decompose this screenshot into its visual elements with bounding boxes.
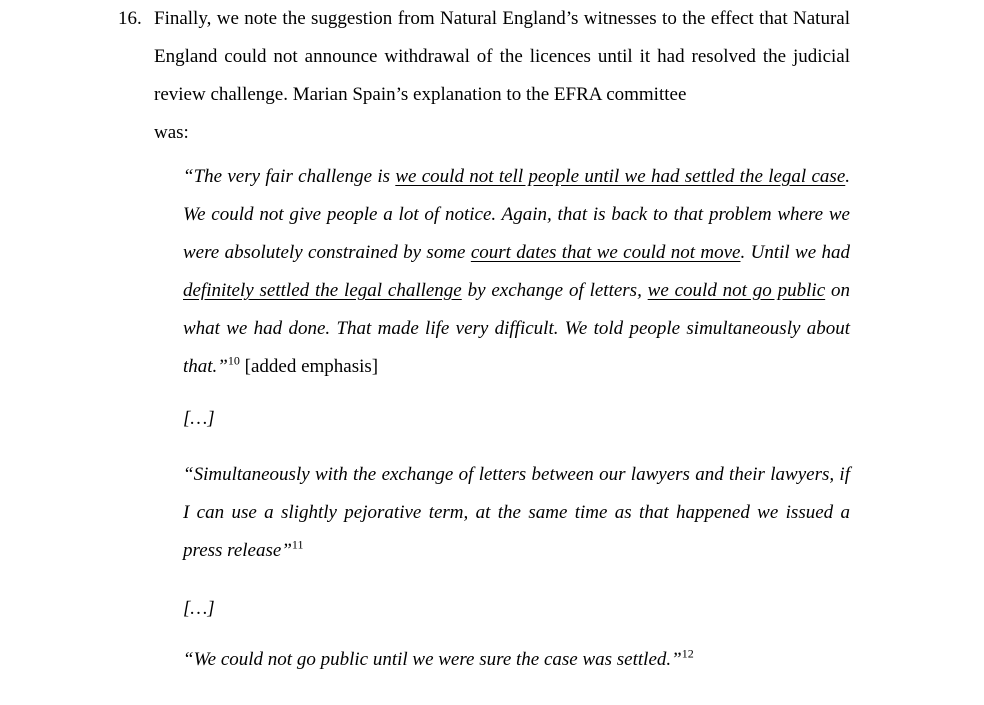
- footnote-marker-12[interactable]: 12: [681, 646, 694, 661]
- quote-1-segment-8-underlined: we could not go public: [647, 280, 826, 301]
- paragraph-line-3: the judicial review challenge. Marian Spain’s explanation to the EFRA committee: [154, 46, 850, 105]
- quote-1-segment-9: on what we had done. That made life very difficult. We told people simultaneously about that.”: [183, 280, 851, 377]
- ellipsis-1: […]: [183, 408, 215, 429]
- block-quote-3: [183, 641, 850, 679]
- paragraph-text: [154, 0, 850, 152]
- ellipsis-2: […]: [183, 598, 215, 619]
- paragraph-line-2: Natural England could not announce withdrawal of the licences until it had resolved: [154, 8, 850, 67]
- block-quote-2: [183, 456, 850, 570]
- quote-1-segment-4-underlined: court dates that we could not move: [470, 242, 741, 263]
- quote-1-trailing-note: [added emphasis]: [239, 356, 379, 377]
- quote-1-segment-2-underlined: we could not tell people until we had settled the legal case: [395, 166, 846, 187]
- quote-1-segment-7: by exchange of letters,: [461, 280, 648, 301]
- quote-1-segment-3: . We could not give people a lot of notice. Again, that is back to that problem where we were absolutely constrained by some: [183, 166, 851, 263]
- quote-1-segment-6-underlined: definitely settled the legal challenge: [183, 280, 462, 301]
- paragraph-line-4: was:: [154, 122, 189, 143]
- paragraph-number: 16.: [118, 8, 142, 29]
- numbered-paragraph-16: [118, 0, 850, 152]
- block-quote-1: [183, 158, 850, 386]
- quote-3-text: “We could not go public until we were sure the case was settled.”: [183, 649, 682, 670]
- paragraph-line-1: Finally, we note the suggestion from Natural England’s witnesses to the effect that: [154, 8, 788, 29]
- quote-1-segment-5: . Until we had: [740, 242, 850, 263]
- quote-1-segment-1: “The very fair challenge is: [183, 166, 396, 187]
- footnote-marker-11[interactable]: 11: [291, 537, 304, 552]
- footnote-marker-10[interactable]: 10: [227, 353, 240, 368]
- quote-2-text: “Simultaneously with the exchange of letters between our lawyers and their lawyers, if I can use a slightly pejorative term, at the same time as that happened we issued a press release”: [183, 464, 850, 561]
